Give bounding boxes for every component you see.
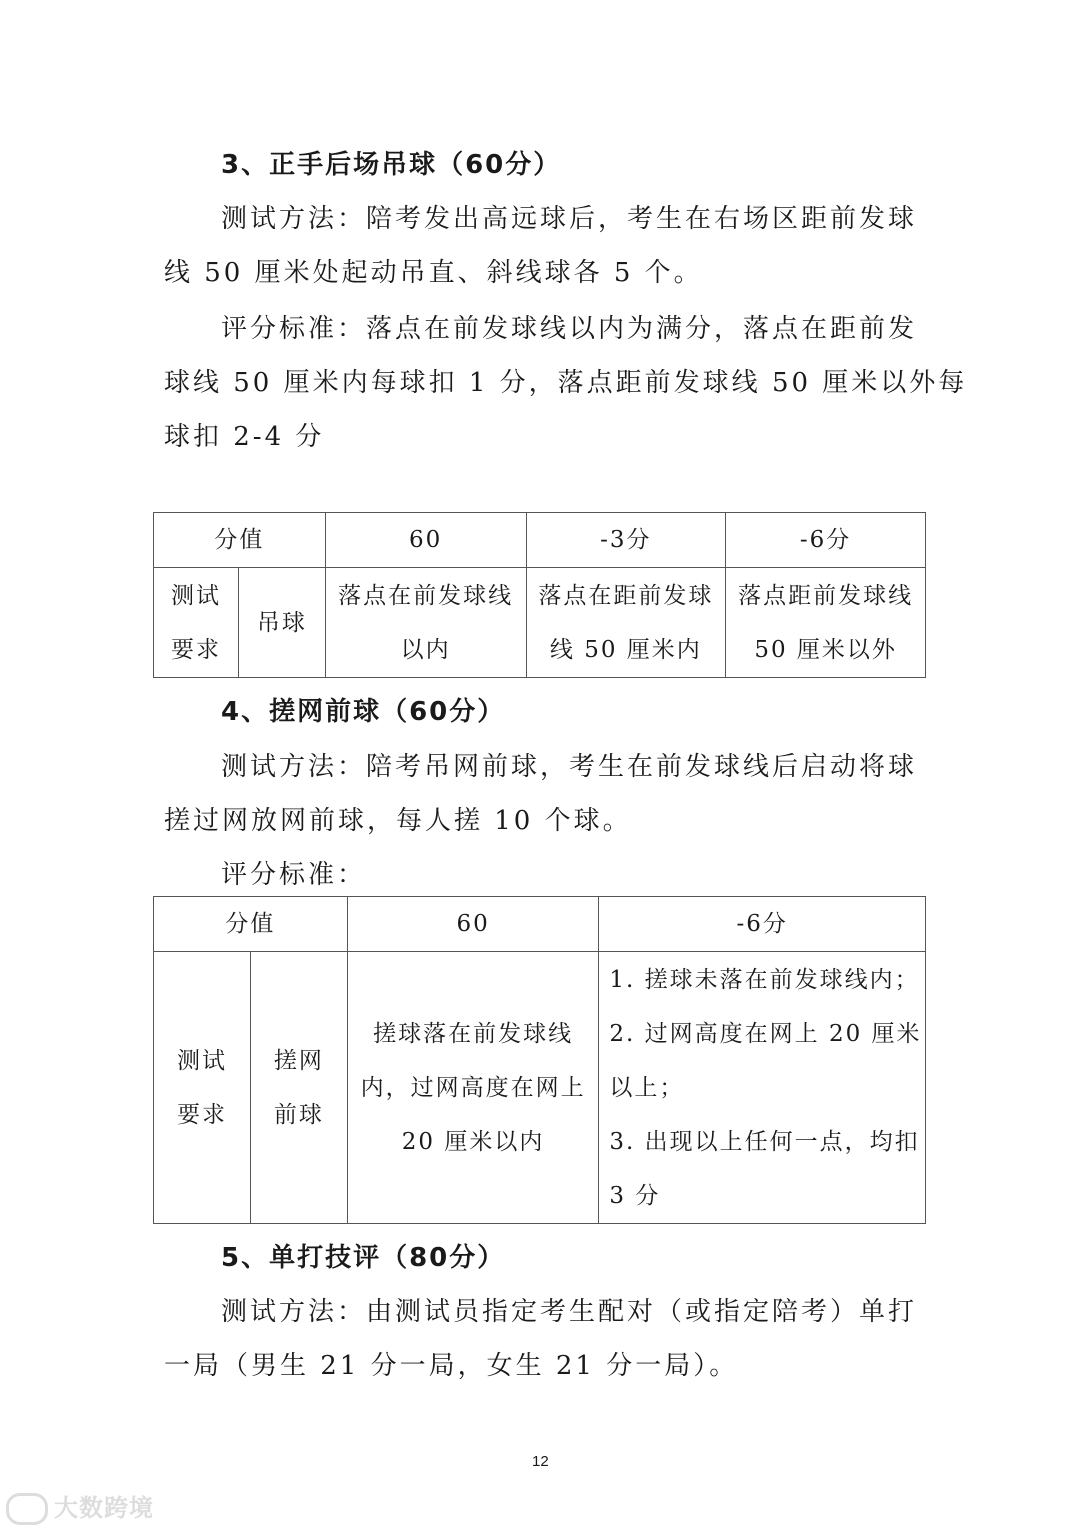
row-label: 测试 要求	[154, 568, 239, 678]
header-minus3: -3分	[526, 513, 726, 568]
header-60: 60	[347, 897, 599, 952]
header-score: 分值	[154, 897, 348, 952]
row-label: 测试 要求	[154, 952, 251, 1224]
section5-heading: 5、单打技评（80分）	[221, 1243, 506, 1273]
section3-criteria-line1: 评分标准：落点在前发球线以内为满分，落点在距前发	[221, 314, 918, 344]
cell-minus6: 落点距前发球线 50 厘米以外	[726, 568, 926, 678]
section4-heading: 4、搓网前球（60分）	[221, 697, 506, 727]
header-score: 分值	[154, 513, 326, 568]
net-shot-scoring-table	[153, 896, 926, 1224]
page-number: 12	[532, 1453, 549, 1470]
item-label: 搓网 前球	[250, 952, 347, 1224]
cell-minus6: 1. 搓球未落在前发球线内； 2. 过网高度在网上 20 厘米 以上； 3. 出现以上任何一点，均扣 3 分	[599, 952, 926, 1224]
section3-criteria-line3: 球扣 2-4 分	[164, 422, 325, 452]
header-minus6: -6分	[599, 897, 926, 952]
section4-method-line2: 搓过网放网前球，每人搓 10 个球。	[164, 806, 632, 836]
cell-minus3: 落点在距前发球 线 50 厘米内	[526, 568, 726, 678]
header-minus6: -6分	[726, 513, 926, 568]
item-label: 吊球	[238, 568, 325, 678]
section5-method-line1: 测试方法：由测试员指定考生配对（或指定陪考）单打	[221, 1297, 918, 1327]
section3-criteria-line2: 球线 50 厘米内每球扣 1 分，落点距前发球线 50 厘米以外每	[164, 368, 968, 398]
drop-shot-scoring-table	[153, 512, 926, 678]
section3-method-line2: 线 50 厘米处起动吊直、斜线球各 5 个。	[164, 258, 703, 288]
section4-criteria-label: 评分标准：	[221, 860, 367, 890]
section3-method-line1: 测试方法：陪考发出高远球后，考生在右场区距前发球	[221, 204, 918, 234]
watermark: 大数跨境	[6, 1488, 154, 1525]
cell-60: 搓球落在前发球线 内，过网高度在网上 20 厘米以内	[347, 952, 599, 1224]
section5-method-line2: 一局（男生 21 分一局，女生 21 分一局）。	[164, 1351, 739, 1381]
cell-60: 落点在前发球线 以内	[325, 568, 526, 678]
header-60: 60	[325, 513, 526, 568]
watermark-logo-icon	[6, 1493, 48, 1525]
section4-method-line1: 测试方法：陪考吊网前球，考生在前发球线后启动将球	[221, 752, 918, 782]
section3-heading: 3、正手后场吊球（60分）	[221, 150, 562, 180]
